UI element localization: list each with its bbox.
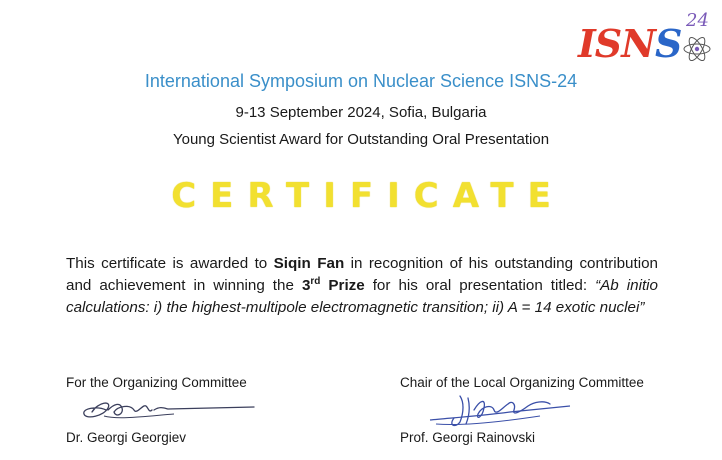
logo-wordmark: ISNS bbox=[578, 21, 682, 66]
left-signature-image bbox=[78, 394, 258, 426]
logo-number: 24 bbox=[686, 10, 709, 31]
left-signature-label: For the Organizing Committee bbox=[66, 375, 247, 390]
award-name: Young Scientist Award for Outstanding Oral Presentation bbox=[172, 131, 550, 148]
presentation-title: “Ab initio calculations: i) the highest-multipole electromagnetic transition; ii) A = 14 exotic nuclei” bbox=[66, 277, 658, 316]
prize-suffix: rd bbox=[310, 275, 321, 287]
body-intro: This certificate is awarded to bbox=[66, 255, 274, 272]
right-signatory-name: Prof. Georgi Rainovski bbox=[400, 430, 536, 445]
isns-logo bbox=[578, 10, 714, 72]
certificate-body bbox=[66, 253, 658, 319]
body-after-prize: for his oral presentation titled: bbox=[364, 277, 596, 294]
recipient-name: Siqin Fan bbox=[273, 255, 345, 272]
atom-icon bbox=[682, 34, 712, 64]
symposium-title: International Symposium on Nuclear Science ISNS-24 bbox=[144, 71, 578, 91]
left-signatory-name: Dr. Georgi Georgiev bbox=[66, 430, 187, 445]
body-mid: in recognition of his outstanding contribution and achievement in winning the bbox=[66, 255, 658, 294]
right-signature-label: Chair of the Local Organizing Committee bbox=[400, 375, 644, 390]
prize-word: Prize bbox=[320, 277, 365, 294]
prize-ordinal: 3 bbox=[301, 277, 311, 294]
right-signature-image bbox=[420, 390, 590, 430]
symposium-dates: 9-13 September 2024, Sofia, Bulgaria bbox=[235, 104, 487, 121]
certificate-heading: CERTIFICATE bbox=[171, 176, 565, 216]
